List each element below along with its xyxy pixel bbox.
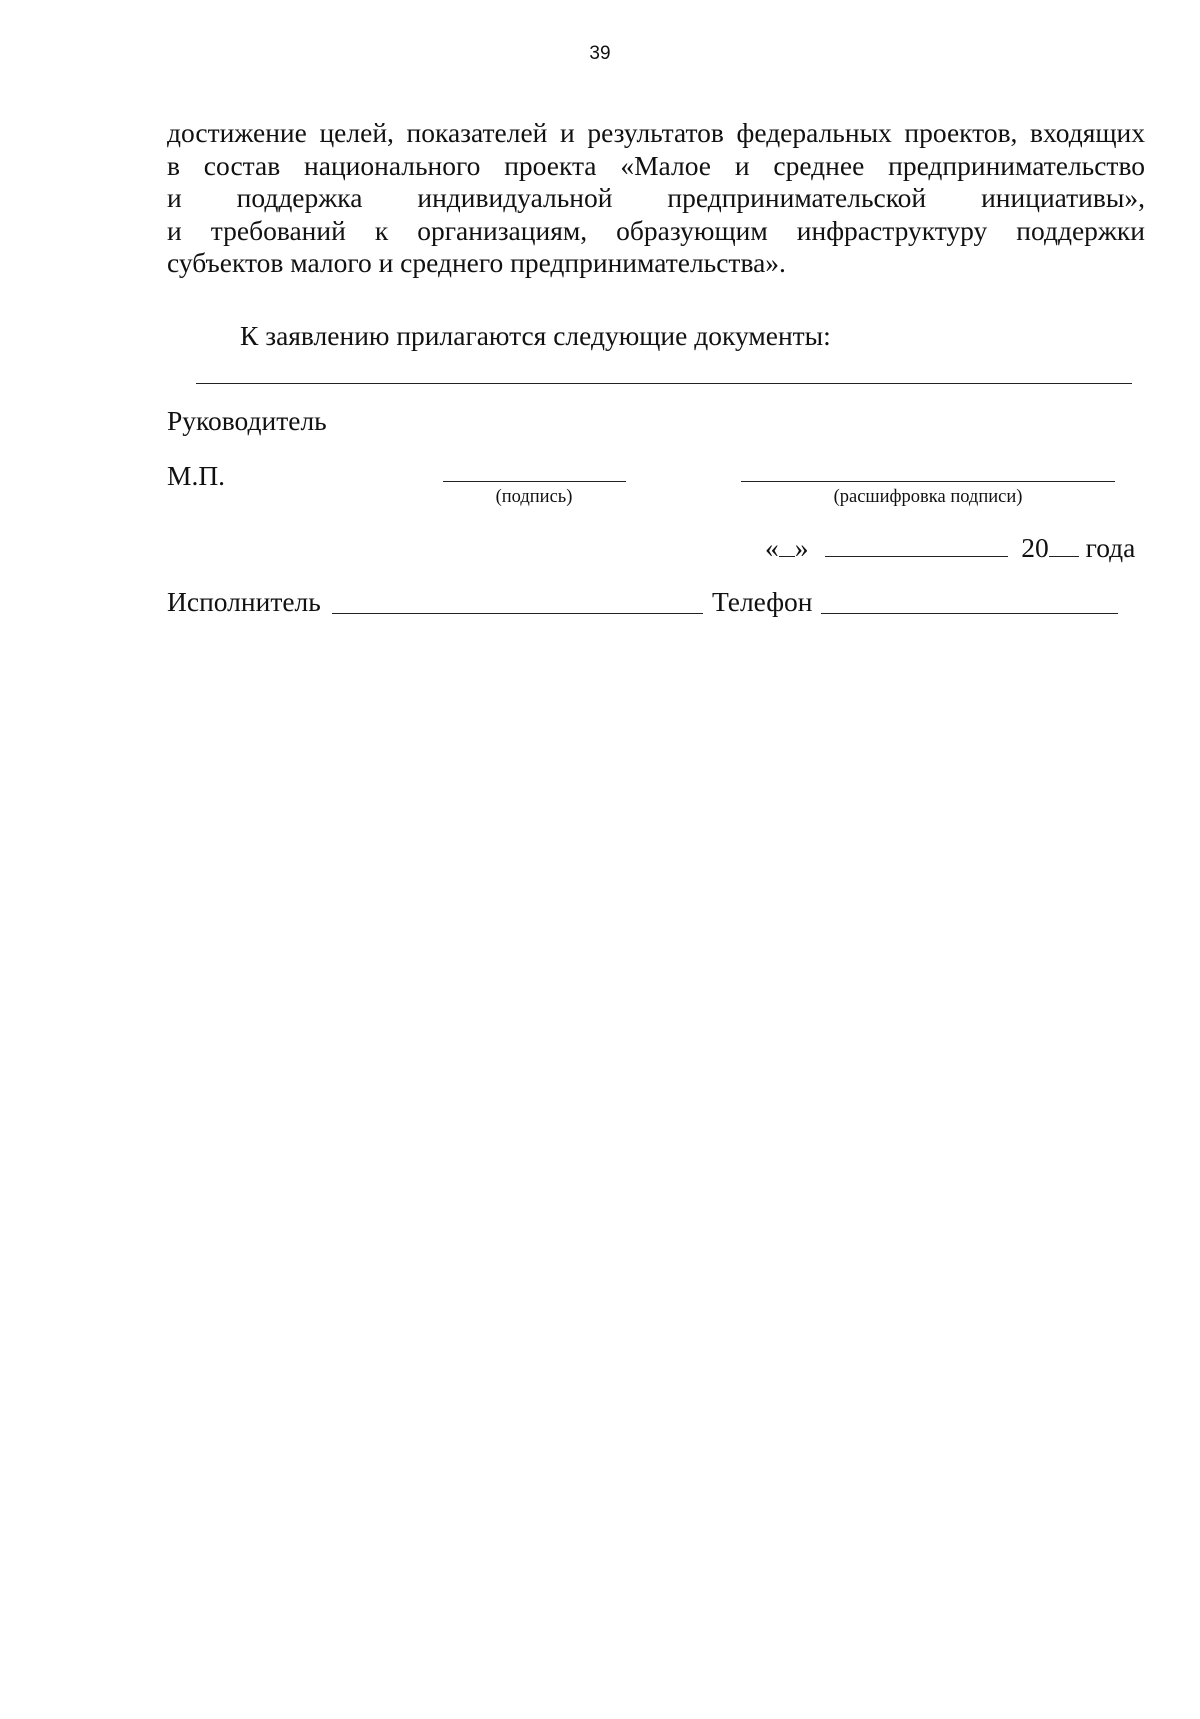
paragraph-line: и поддержка индивидуальной предпринимательской инициативы», <box>167 182 1145 213</box>
signature-line <box>443 481 626 482</box>
paragraph-line: достижение целей, показателей и результатов федеральных проектов, входящих <box>167 117 1145 148</box>
year-word: года <box>1085 532 1136 563</box>
month-blank <box>825 534 1008 557</box>
body-paragraph <box>167 117 1145 280</box>
stamp-label: М.П. <box>167 460 226 491</box>
date-close-quote: » <box>794 532 809 563</box>
paragraph-line: в состав национального проекта «Малое и среднее предпринимательство <box>167 149 1145 181</box>
page-number: 39 <box>589 43 611 64</box>
phone-label: Телефон <box>712 586 813 617</box>
day-blank <box>779 534 795 557</box>
year-prefix: 20 <box>1021 532 1049 563</box>
signature-decoding-line <box>741 481 1115 482</box>
signature-caption: (подпись) <box>495 487 573 507</box>
date-line <box>765 532 1135 564</box>
executor-line <box>332 613 703 614</box>
paragraph-line: и требований к организациям, образующим инфраструктуру поддержки <box>167 214 1145 246</box>
executor-label: Исполнитель <box>167 586 321 617</box>
head-label: Руководитель <box>167 405 327 436</box>
phone-line <box>821 613 1118 614</box>
paragraph-line: субъектов малого и среднего предпринимательства». <box>167 247 786 278</box>
attachments-fill-line <box>196 383 1132 384</box>
year-blank <box>1049 534 1079 557</box>
signature-decoding-caption: (расшифровка подписи) <box>833 487 1023 507</box>
date-open-quote: « <box>765 532 779 563</box>
attachments-label: К заявлению прилагаются следующие документы: <box>240 320 831 351</box>
